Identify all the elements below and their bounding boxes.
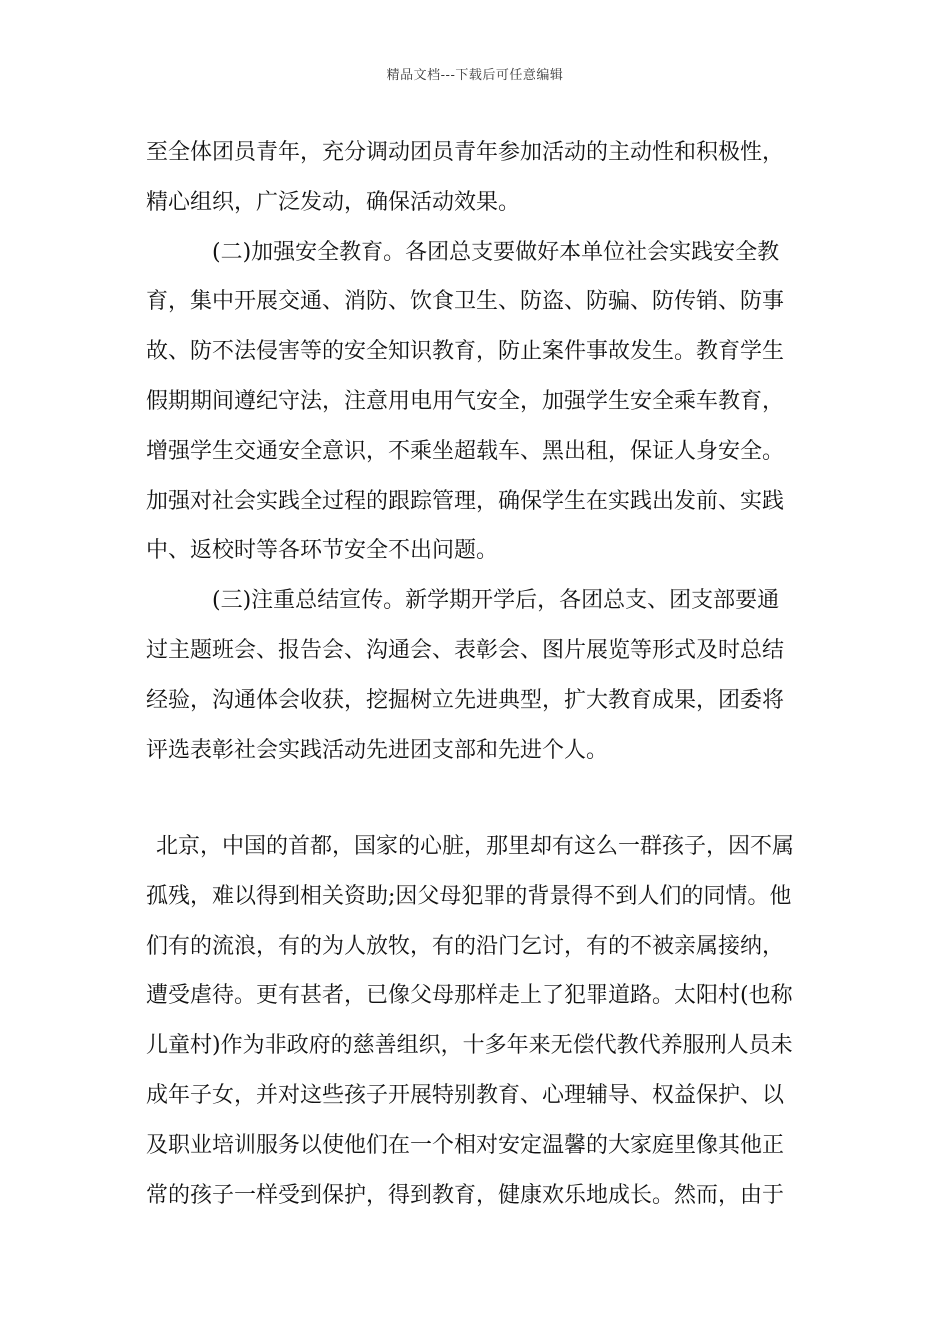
text-line: 评选表彰社会实践活动先进团支部和先进个人。 <box>146 737 609 763</box>
text-line: 常的孩子一样受到保护，得到教育，健康欢乐地成长。然而，由于 <box>146 1182 785 1208</box>
text-line: 育，集中开展交通、消防、饮食卫生、防盗、防骗、防传销、防事 <box>146 289 785 315</box>
page-header: 精品文档---下载后可任意编辑 <box>386 68 564 83</box>
text-line: 中、返校时等各环节安全不出问题。 <box>146 538 499 564</box>
text-line: 经验，沟通体会收获，挖掘树立先进典型，扩大教育成果，团委将 <box>146 687 785 713</box>
text-line: 遭受虐待。更有甚者，已像父母那样走上了犯罪道路。太阳村(也称 <box>146 983 793 1009</box>
text-line: 孤残，难以得到相关资助;因父母犯罪的背景得不到人们的同情。他 <box>146 883 792 909</box>
text-line: 儿童村)作为非政府的慈善组织，十多年来无偿代教代养服刑人员未 <box>146 1033 793 1059</box>
text-line: 假期期间遵纪守法，注意用电用气安全，加强学生安全乘车教育， <box>146 388 785 414</box>
text-line: 及职业培训服务以使他们在一个相对安定温馨的大家庭里像其他正 <box>146 1132 785 1158</box>
text-line: 加强对社会实践全过程的跟踪管理，确保学生在实践出发前、实践 <box>146 488 785 514</box>
text-line: 故、防不法侵害等的安全知识教育，防止案件事故发生。教育学生 <box>146 339 785 365</box>
text-line: 成年子女，并对这些孩子开展特别教育、心理辅导、权益保护、以 <box>146 1082 785 1108</box>
text-line: 北京，中国的首都，国家的心脏，那里却有这么一群孩子，因不属 <box>156 834 795 859</box>
text-line: 过主题班会、报告会、沟通会、表彰会、图片展览等形式及时总结 <box>146 637 785 663</box>
text-line: 增强学生交通安全意识，不乘坐超载车、黑出租，保证人身安全。 <box>146 438 785 464</box>
text-block-1 <box>146 128 816 775</box>
text-line: (三)注重总结宣传。新学期开学后，各团总支、团支部要通 <box>212 588 780 614</box>
text-line: 至全体团员青年，充分调动团员青年参加活动的主动性和积极性， <box>146 140 785 165</box>
text-line: 精心组织，广泛发动，确保活动效果。 <box>146 189 521 215</box>
text-line: (二)加强安全教育。各团总支要做好本单位社会实践安全教 <box>212 239 780 265</box>
text-line: 们有的流浪，有的为人放牧，有的沿门乞讨，有的不被亲属接纳， <box>146 933 785 959</box>
text-block-2 <box>146 822 816 1220</box>
